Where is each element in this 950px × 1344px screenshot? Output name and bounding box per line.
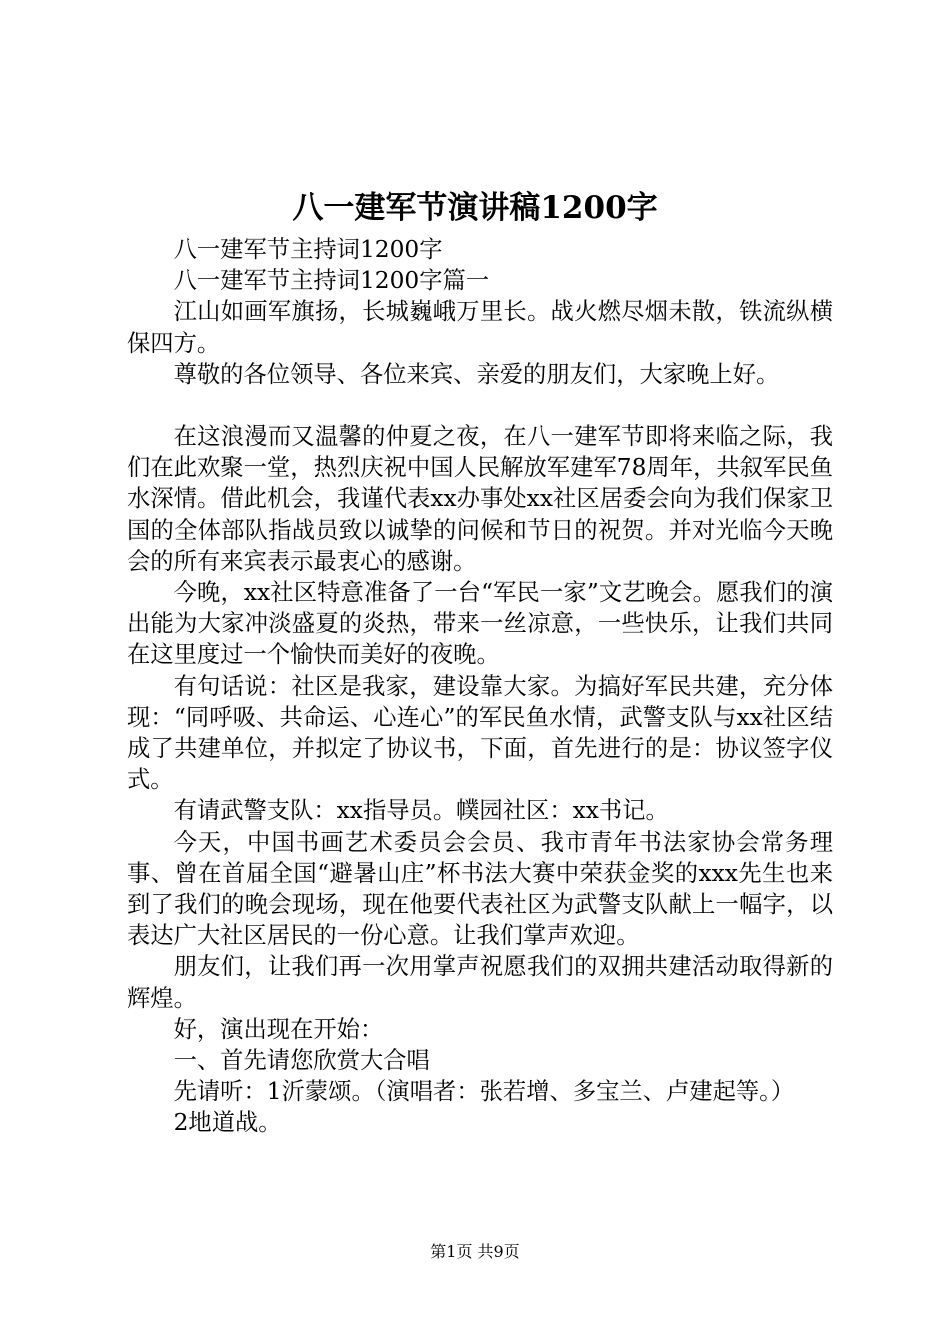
paragraph-invite: 有请武警支队：xx指导员。幞园社区：xx书记。	[173, 797, 669, 825]
paragraph-opening-verse: 江山如画军旗扬，长城巍峨万里长。战火燃尽烟未散，铁流纵横保四方。	[127, 298, 833, 357]
paragraph-section-heading: 八一建军节主持词1200字篇一	[173, 267, 490, 295]
document-body	[127, 234, 833, 1139]
paragraph-calligraphy: 今天，中国书画艺术委员会会员、我市青年书法家协会常务理事、曾在首届全国“避暑山庄”杯书法大赛中荣获金奖的xxx先生也来到了我们的晚会现场，现在他要代表社区为武警支队献上一幅字，以表达广大社区居民的一份心意。让我们掌声欢迎。	[127, 828, 833, 950]
paragraph-tonight: 今晚，xx社区特意准备了一台“军民一家”文艺晚会。愿我们的演出能为大家冲淡盛夏的炎热，带来一丝凉意，一些快乐，让我们共同在这里度过一个愉快而美好的夜晚。	[127, 579, 833, 669]
paragraph-subtitle: 八一建军节主持词1200字	[173, 236, 443, 263]
paragraph-friends: 朋友们，让我们再一次用掌声祝愿我们的双拥共建活动取得新的辉煌。	[127, 953, 833, 1012]
paragraph-start: 好，演出现在开始：	[173, 1015, 384, 1043]
paragraph-program-1: 先请听：1沂蒙颂。（演唱者：张若增、多宝兰、卢建起等。）	[173, 1078, 795, 1106]
paragraph-greeting: 尊敬的各位领导、各位来宾、亲爱的朋友们，大家晚上好。	[173, 360, 780, 388]
paragraph-welcome: 在这浪漫而又温馨的仲夏之夜，在八一建军节即将来临之际，我们在此欢聚一堂，热烈庆祝中国人民解放军建军78周年，共叙军民鱼水深情。借此机会，我谨代表xx办事处xx社区居委会向为我们保家卫国的全体部队指战员致以诚挚的问候和节日的祝贺。并对光临今天晚会的所有来宾表示最衷心的感谢。	[127, 423, 833, 575]
paragraph-saying: 有句话说：社区是我家，建设靠大家。为搞好军民共建，充分体现：“同呼吸、共命运、心连心”的军民鱼水情，武警支队与xx社区结成了共建单位，并拟定了协议书，下面，首先进行的是：协议签字仪式。	[127, 672, 833, 794]
paragraph-chorus: 一、首先请您欣赏大合唱	[173, 1047, 430, 1075]
page-footer: 第1页 共9页	[430, 1242, 520, 1261]
document-title: 八一建军节演讲稿1200字	[292, 190, 658, 226]
paragraph-program-2: 2地道战。	[173, 1109, 282, 1137]
